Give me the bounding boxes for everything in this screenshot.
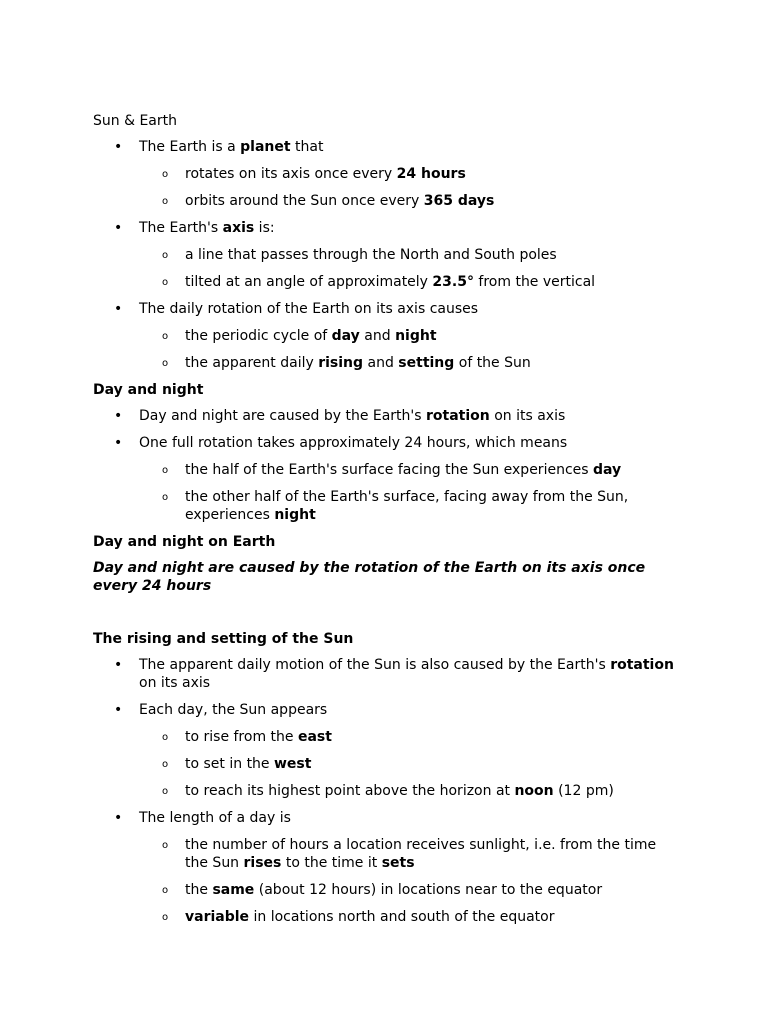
sub-bullet-item xyxy=(139,273,683,291)
bullet-text xyxy=(139,407,683,425)
sub-bullet-text xyxy=(185,165,683,183)
lead-statement: Day and night are caused by the rotation of the Earth on its axis once every 24 hours xyxy=(93,560,646,594)
bullet-item xyxy=(93,809,683,926)
bold-text: rises xyxy=(243,855,282,871)
text-run: the half of the Earth's surface facing the Sun experiences xyxy=(185,462,593,478)
text-run: the apparent daily xyxy=(185,355,319,371)
text-run: The length of a day is xyxy=(139,810,291,826)
bold-text: night xyxy=(274,507,316,523)
bold-text: sets xyxy=(381,855,415,871)
sub-bullet-item xyxy=(139,354,683,372)
sub-list xyxy=(139,728,683,800)
bullet-text xyxy=(139,809,683,827)
sub-bullet-item xyxy=(139,881,683,899)
bold-text: rotation xyxy=(426,408,490,424)
bullet-text xyxy=(139,656,683,692)
bullet-text xyxy=(139,701,683,719)
text-run: and xyxy=(363,355,399,371)
sub-bullet-item xyxy=(139,165,683,183)
bold-text: variable xyxy=(185,909,250,925)
text-run: to set in the xyxy=(185,756,274,772)
bullet-item xyxy=(93,656,683,692)
sub-bullet-item xyxy=(139,755,683,773)
bold-text: noon xyxy=(514,783,554,799)
sub-bullet-item xyxy=(139,488,683,524)
sub-bullet-text xyxy=(185,881,683,899)
text-run: rotates on its axis once every xyxy=(185,166,397,182)
sub-bullet-text xyxy=(185,488,683,524)
bullet-item xyxy=(93,300,683,372)
bold-text: same xyxy=(212,882,255,898)
text-run: from the vertical xyxy=(473,274,596,290)
sub-list xyxy=(139,461,683,524)
bold-text: rising xyxy=(318,355,364,371)
text-run: is: xyxy=(254,220,275,236)
bullet-item xyxy=(93,701,683,800)
text-run: and xyxy=(359,328,396,344)
sub-bullet-text xyxy=(185,908,683,926)
text-run: orbits around the Sun once every xyxy=(185,193,424,209)
text-run: Each day, the Sun appears xyxy=(139,702,328,718)
bullet-text xyxy=(139,300,683,318)
bold-text: 365 days xyxy=(423,193,495,209)
sub-bullet-item xyxy=(139,461,683,479)
sub-list xyxy=(139,836,683,926)
spacer xyxy=(93,603,683,630)
bold-text: west xyxy=(274,756,312,772)
text-run: the periodic cycle of xyxy=(185,328,332,344)
bullet-item xyxy=(93,434,683,524)
sub-bullet-text xyxy=(185,192,683,210)
text-run: to the time it xyxy=(281,855,382,871)
bullet-text xyxy=(139,434,683,452)
text-run: the number of hours a location receives sunlight, i.e. from the time the Sun xyxy=(185,837,661,871)
document-title: Sun & Earth xyxy=(93,113,177,129)
bullet-text xyxy=(139,138,683,156)
sub-bullet-text xyxy=(185,273,683,291)
sub-list xyxy=(139,327,683,372)
bold-text: night xyxy=(395,328,437,344)
sub-list xyxy=(139,165,683,210)
text-run: of the Sun xyxy=(454,355,531,371)
bold-text: day xyxy=(593,462,622,478)
sub-bullet-item xyxy=(139,246,683,264)
heading-day-and-night-on-earth: Day and night on Earth xyxy=(93,534,276,550)
sub-bullet-text xyxy=(185,755,683,773)
text-run: (about 12 hours) in locations near to the equator xyxy=(254,882,603,898)
bold-text: axis xyxy=(222,220,255,236)
bullet-item xyxy=(93,138,683,210)
bold-text: 24 hours xyxy=(396,166,466,182)
heading-rising-and-setting: The rising and setting of the Sun xyxy=(93,631,354,647)
sun-earth-list xyxy=(93,138,683,372)
sub-bullet-item xyxy=(139,327,683,345)
text-run: (12 pm) xyxy=(553,783,614,799)
text-run: The apparent daily motion of the Sun is also caused by the Earth's xyxy=(139,657,611,673)
text-run: in locations north and south of the equator xyxy=(249,909,555,925)
text-run: tilted at an angle of approximately xyxy=(185,274,433,290)
sub-bullet-item xyxy=(139,836,683,872)
text-run: on its axis xyxy=(139,657,679,691)
bullet-text xyxy=(139,219,683,237)
sub-bullet-item xyxy=(139,908,683,926)
bullet-item xyxy=(93,219,683,291)
text-run: to reach its highest point above the horizon at xyxy=(185,783,515,799)
text-run: One full rotation takes approximately 24 hours, which means xyxy=(139,435,568,451)
text-run: the other half of the Earth's surface, facing away from the Sun, experiences xyxy=(185,489,633,523)
sub-bullet-text xyxy=(185,327,683,345)
sub-bullet-text xyxy=(185,461,683,479)
sub-bullet-item xyxy=(139,728,683,746)
bold-text: setting xyxy=(398,355,455,371)
rising-setting-list xyxy=(93,656,683,926)
heading-day-and-night: Day and night xyxy=(93,382,204,398)
text-run: The daily rotation of the Earth on its axis causes xyxy=(139,301,479,317)
text-run: The Earth's xyxy=(139,220,223,236)
text-run: a line that passes through the North and South poles xyxy=(185,247,557,263)
sub-bullet-text xyxy=(185,354,683,372)
sub-bullet-text xyxy=(185,782,683,800)
sub-bullet-item xyxy=(139,782,683,800)
bold-text: rotation xyxy=(610,657,674,673)
document-page xyxy=(93,112,683,935)
bold-text: 23.5° xyxy=(432,274,474,290)
text-run: that xyxy=(290,139,324,155)
bold-text: east xyxy=(297,729,332,745)
text-run: the xyxy=(185,882,213,898)
sub-bullet-item xyxy=(139,192,683,210)
sub-list xyxy=(139,246,683,291)
text-run: Day and night are caused by the Earth's xyxy=(139,408,427,424)
bold-text: planet xyxy=(240,139,291,155)
text-run: to rise from the xyxy=(185,729,298,745)
text-run: on its axis xyxy=(489,408,566,424)
sub-bullet-text xyxy=(185,836,683,872)
text-run: The Earth is a xyxy=(139,139,241,155)
bullet-item xyxy=(93,407,683,425)
sub-bullet-text xyxy=(185,728,683,746)
day-night-list xyxy=(93,407,683,524)
bold-text: day xyxy=(331,328,360,344)
sub-bullet-text xyxy=(185,246,683,264)
